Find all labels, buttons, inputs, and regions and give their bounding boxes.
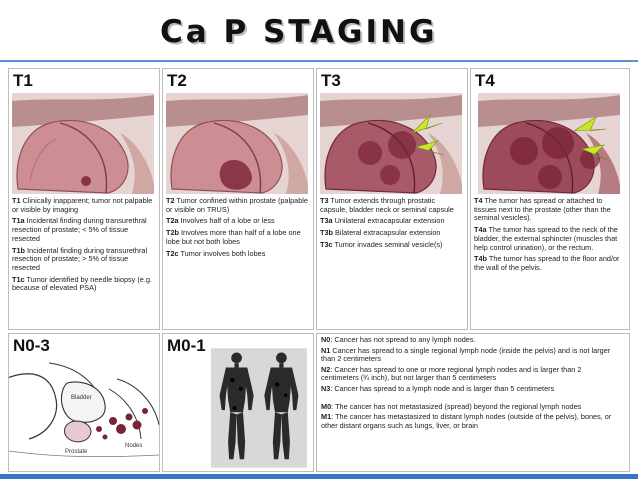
- nodes-heading: N0-3: [13, 336, 50, 355]
- metastasis-heading: M0-1: [167, 336, 206, 355]
- stage-heading: T1: [13, 71, 33, 90]
- prostate-label: Prostate: [65, 449, 88, 455]
- nodes-panel: [8, 333, 160, 472]
- stage-description: T4 The tumor has spread or attached to tissues next to the prostate (other than the seminal vesicles). T4a The tumor has spread to the neck of the bladder, the external sphincter (muscles that help control urination), or the rectum. T4b The tumor has spread to the floor and/or the wall of the pelvis.: [474, 196, 620, 272]
- metastasis-panel: [162, 333, 314, 472]
- title-divider: [0, 60, 638, 62]
- stage-heading: T4: [475, 71, 495, 90]
- stage-heading: T2: [167, 71, 187, 90]
- footer-accent-line: [0, 474, 638, 479]
- nodes-label: Nodes: [125, 443, 143, 449]
- stage-description: T3 Tumor extends through prostatic capsule, bladder neck or seminal capsule T3a Unilateral extracapsular extension T3b Bilateral extracapsular extension T3c Tumor invades seminal vesicle(s): [320, 196, 454, 249]
- nm-definitions-panel: [316, 333, 630, 472]
- stage-panel-t1: [8, 68, 160, 330]
- prostate-anatomy-image: [166, 93, 308, 194]
- stage-panel-t2: [162, 68, 314, 330]
- bladder-label: Bladder: [71, 395, 92, 401]
- nm-definitions: N0: Cancer has not spread to any lymph nodes. N1 Cancer has spread to a single regional lymph node (inside the pelvis) and is not larger than 2 centimeters N2: Cancer has spread to one or more regional lymph nodes and is larger than 2 centimeters (¾ inch), but not larger than 5 centimeters N3: Cancer has spread to a lymph node and is larger than 5 centimeters M0: The cancer has not metastasized (spread) beyond the regional lymph nodes M1: The cancer has metastasized to distant lymph nodes (outside of the pelvis), bones, or other distant organs such as lungs, liver, or brain: [321, 335, 612, 430]
- stage-description: T1 Clinically inapparent; tumor not palpable or visible by imaging T1a Incidental finding during transurethral resection of prostate; < 5% of tissue resected T1b Incidental finding during transurethral resection of prostate; > 5% of tissue resected T1c Tumor identified by needle biopsy (e.g. because of elevated PSA): [12, 196, 153, 293]
- slide-title: Ca P STAGING: [160, 14, 438, 50]
- stage-panel-t4: [470, 68, 630, 330]
- stage-description: T2 Tumor confined within prostate (palpable or visible on TRUS) T2a Involves half of a lobe or less T2b Involves more than half of a lobe one lobe but not both lobes T2c Tumor involves both lobes: [166, 196, 308, 258]
- title-bar: [0, 0, 638, 62]
- prostate-anatomy-image: [320, 93, 462, 194]
- prostate-anatomy-image: [474, 93, 624, 194]
- bone-scan-image: [211, 348, 307, 468]
- lymph-node-diagram: [9, 358, 159, 470]
- prostate-anatomy-image: [12, 93, 154, 194]
- stage-heading: T3: [321, 71, 341, 90]
- stage-panel-t3: [316, 68, 468, 330]
